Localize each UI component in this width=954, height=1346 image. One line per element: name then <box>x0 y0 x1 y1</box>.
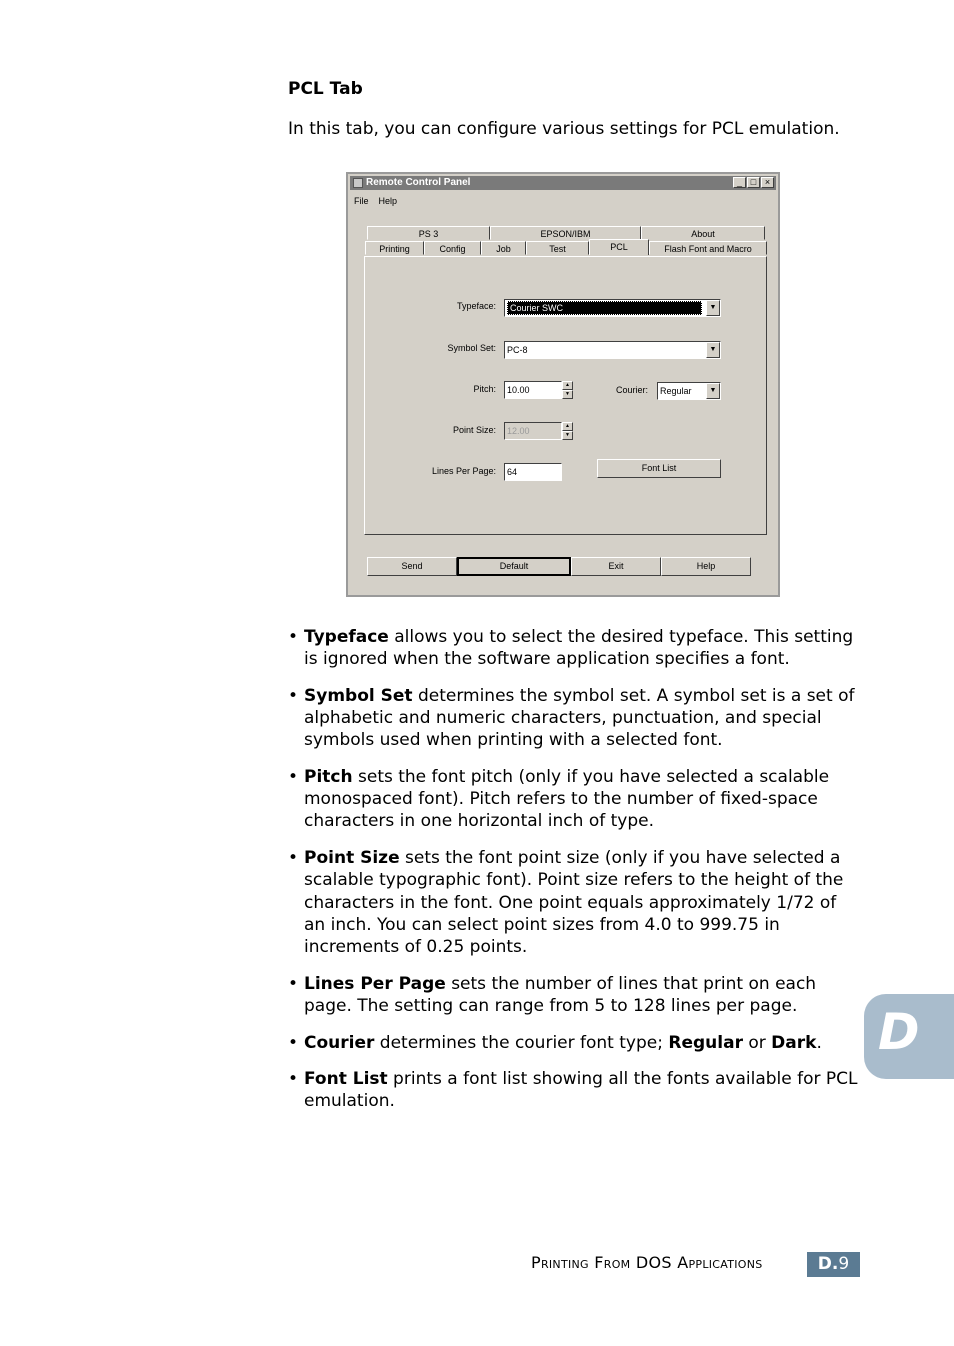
page-prefix: D. <box>817 1254 839 1274</box>
page-number-badge <box>807 1252 860 1277</box>
chevron-down-icon[interactable]: ▼ <box>706 342 720 358</box>
description: determines the symbol set. A symbol set is a set of alphabetic and numeric characters, punctuation, and special symbols used when printing with a selected font. <box>304 685 855 751</box>
list-item <box>288 973 858 1017</box>
term: Symbol Set <box>304 685 413 706</box>
spin-up-icon[interactable]: ▲ <box>562 381 573 390</box>
tab-test[interactable]: Test <box>526 241 589 255</box>
description: sets the font pitch (only if you have selected a scalable monospaced font). Pitch refers to the number of fixed-space characters in one horizontal inch of type. <box>304 767 830 832</box>
symbol-set-select[interactable] <box>504 341 721 359</box>
intro-paragraph: In this tab, you can configure various settings for PCL emulation. <box>288 119 840 139</box>
pitch-label: Pitch: <box>473 384 496 394</box>
courier-value: Regular <box>660 386 692 396</box>
section-title: PCL Tab <box>288 79 363 99</box>
description: or <box>742 1032 772 1053</box>
list-item <box>288 685 858 752</box>
courier-label: Courier: <box>615 385 648 395</box>
chevron-down-icon[interactable]: ▼ <box>706 383 720 399</box>
description: sets the font point size (only if you have selected a scalable typographic font). Point size refers to the height of the characters in the font. One point equals approximately 1/72 of an inch. You can select point sizes from 4.0 to 999.75 in increments of 0.25 points. <box>304 848 844 957</box>
font-list-button[interactable]: Font List <box>597 459 721 478</box>
spin-up-icon[interactable]: ▲ <box>562 422 573 431</box>
bullet-list <box>288 626 858 1127</box>
term: Dark <box>771 1032 817 1053</box>
term: Courier <box>304 1032 375 1053</box>
remote-control-panel-screenshot <box>346 172 780 597</box>
tab-pcl[interactable]: PCL <box>589 239 649 255</box>
list-item <box>288 626 858 670</box>
tab-ps3[interactable]: PS 3 <box>367 226 490 240</box>
minimize-button[interactable]: _ <box>733 177 746 188</box>
list-item <box>288 1068 858 1112</box>
courier-select[interactable] <box>657 382 721 400</box>
menu-help[interactable]: Help <box>378 196 398 206</box>
symbol-set-label: Symbol Set: <box>447 343 496 353</box>
pitch-input[interactable]: 10.00 <box>504 381 562 399</box>
default-button[interactable]: Default <box>457 557 571 576</box>
term: Point Size <box>304 848 400 869</box>
page-number: 9 <box>838 1254 850 1274</box>
tab-epson-ibm[interactable]: EPSON/IBM <box>490 226 641 240</box>
term: Font List <box>304 1069 388 1090</box>
pitch-spinner[interactable] <box>562 381 573 399</box>
send-button[interactable]: Send <box>367 557 457 576</box>
list-item <box>288 1032 858 1054</box>
app-icon <box>353 178 363 188</box>
description: . <box>816 1032 822 1053</box>
description: determines the courier font type; <box>374 1032 669 1053</box>
symbol-set-value: PC-8 <box>507 345 528 355</box>
point-size-spinner[interactable] <box>562 422 573 440</box>
menubar <box>354 196 397 206</box>
footer-title: Printing From DOS Applications <box>531 1253 763 1272</box>
term: Pitch <box>304 767 353 788</box>
point-size-label: Point Size: <box>452 425 496 435</box>
lines-per-page-label: Lines Per Page: <box>431 466 496 476</box>
tab-config[interactable]: Config <box>424 241 481 255</box>
tab-printing[interactable]: Printing <box>365 241 424 255</box>
close-button[interactable]: × <box>761 177 774 188</box>
spin-down-icon[interactable]: ▼ <box>562 390 573 399</box>
list-item <box>288 766 858 833</box>
point-size-input[interactable]: 12.00 <box>504 422 562 440</box>
term: Typeface <box>304 627 389 647</box>
window-titlebar <box>350 176 776 190</box>
typeface-value: Courier SWC <box>507 301 702 315</box>
description: sets the number of lines that print on each page. The setting can range from 5 to 128 lines per page. <box>304 973 817 1016</box>
exit-button[interactable]: Exit <box>571 557 661 576</box>
window-title: Remote Control Panel <box>366 177 471 188</box>
menu-file[interactable]: File <box>354 196 369 206</box>
tab-job[interactable]: Job <box>481 241 526 255</box>
list-item <box>288 847 858 958</box>
typeface-label: Typeface: <box>456 301 496 311</box>
tab-flash-font-macro[interactable]: Flash Font and Macro <box>649 241 767 255</box>
term: Lines Per Page <box>304 973 446 994</box>
help-button[interactable]: Help <box>661 557 751 576</box>
chapter-letter: D <box>878 1003 920 1061</box>
description: prints a font list showing all the fonts available for PCL emulation. <box>304 1069 858 1112</box>
term: Regular <box>668 1032 743 1053</box>
description: allows you to select the desired typeface. This setting is ignored when the software application specifies a font. <box>304 627 854 670</box>
maximize-button[interactable]: □ <box>747 177 760 188</box>
typeface-select[interactable] <box>504 299 721 317</box>
tab-about[interactable]: About <box>641 226 765 240</box>
chevron-down-icon[interactable]: ▼ <box>706 300 720 316</box>
spin-down-icon[interactable]: ▼ <box>562 431 573 440</box>
lines-per-page-input[interactable]: 64 <box>504 463 562 481</box>
